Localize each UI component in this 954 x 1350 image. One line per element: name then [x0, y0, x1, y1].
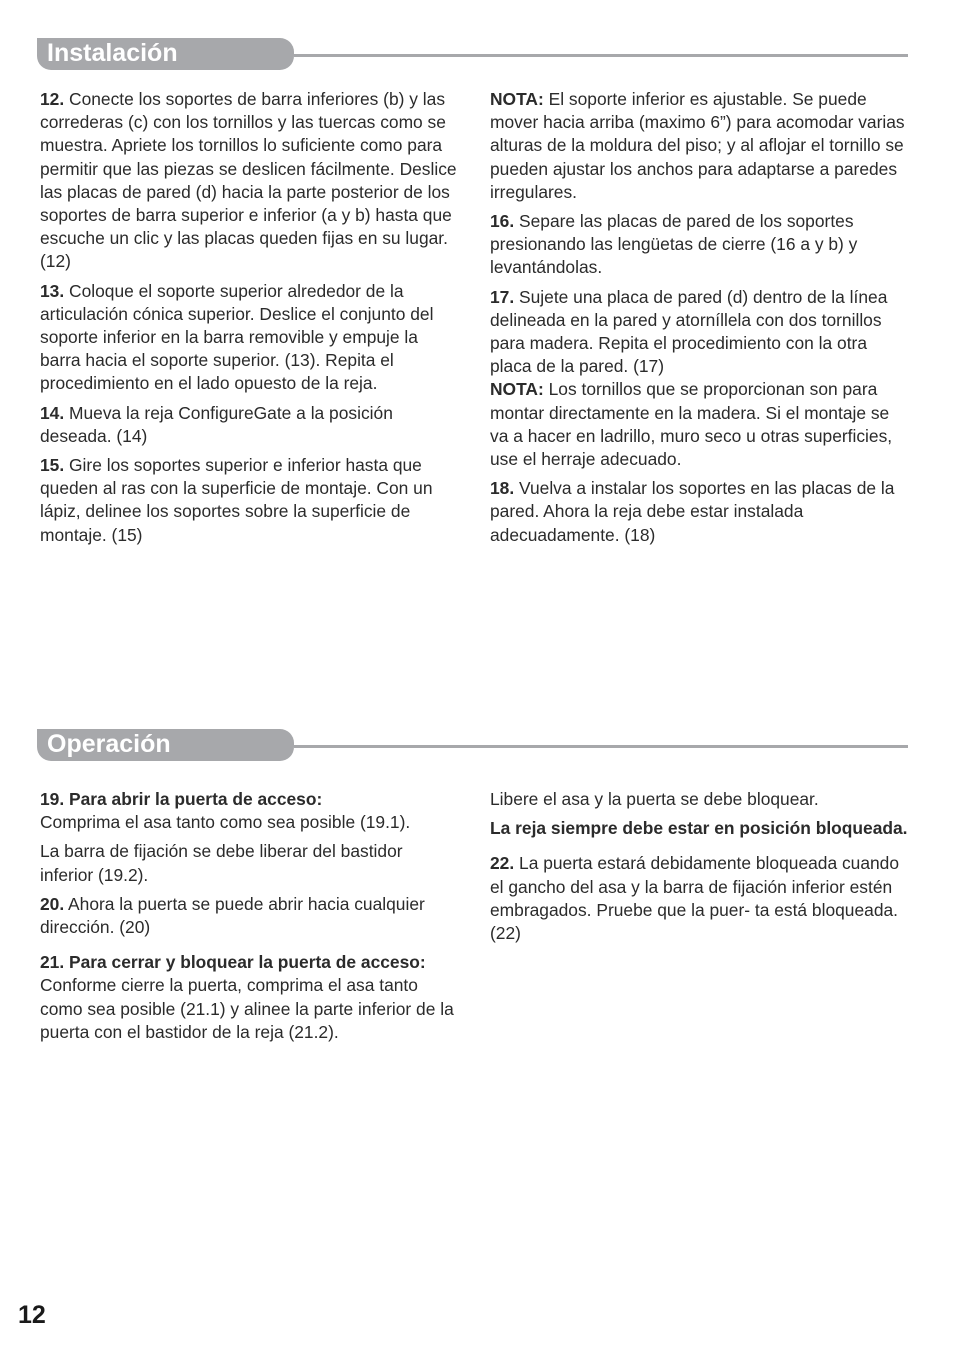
nota-label: NOTA: [490, 89, 544, 109]
operacion-left-column [40, 788, 460, 1050]
step-text: Mueva la reja ConfigureGate a la posición deseada. (14) [40, 402, 393, 446]
step-16 [490, 210, 910, 280]
release-instruction: Libere el asa y la puerta se debe bloquear. [490, 789, 819, 809]
step-20 [40, 893, 460, 939]
step-text: Gire los soportes superior e inferior hasta que queden al ras con la superficie de montaje. Con un lápiz, delinee los soportes sobre la superficie de montaje. (15) [40, 455, 433, 545]
nota-screws [490, 378, 910, 471]
step-19-instruction-1: Comprima el asa tanto como sea posible (19.1). [40, 812, 411, 833]
step-19-instruction-2: La barra de fijación se debe liberar del bastidor inferior (19.2). [40, 841, 403, 885]
section-title: Instalación [37, 38, 294, 70]
instalacion-header [37, 38, 908, 70]
step-text: La puerta estará debidamente bloqueada cuando el gancho del asa y la barra de fijación inferior estén embragados. Pruebe que la puer- ta está bloqueada. (22) [490, 853, 900, 944]
step-15 [40, 454, 460, 547]
step-text: Coloque el soporte superior alrededor de la articulación cónica superior. Deslice el conjunto del soporte inferior en la barra removible y empuje la barra hacia el soporte superior. (13). Repita el procedimiento en el lado opuesto de la reja. [40, 280, 434, 394]
step-18 [490, 477, 910, 547]
step-number: 20. [40, 893, 65, 914]
step-17 [490, 286, 910, 379]
step-number: 13. [40, 280, 65, 301]
nota-text: El soporte inferior es ajustable. Se puede mover hacia arriba (maximo 6”) para acomodar varias alturas de la moldura del piso; y al aflojar el tornillo se pueden ajustar los anchos para adaptarse a paredes irregulares. [490, 89, 905, 202]
section-divider [294, 745, 908, 748]
step-19-heading: 19. Para abrir la puerta de acceso: [40, 789, 323, 809]
step-number: 14. [40, 402, 65, 423]
step-number: 16. [490, 211, 515, 232]
step-number: 15. [40, 455, 65, 476]
step-text: Vuelva a instalar los soportes en las placas de la pared. Ahora la reja debe estar instalada adecuadamente. (18) [490, 478, 895, 545]
step-21-heading: 21. Para cerrar y bloquear la puerta de acceso: [40, 952, 426, 973]
step-number: 12. [40, 89, 65, 109]
step-22 [490, 852, 910, 945]
step-21-instruction: Conforme cierre la puerta, comprima el asa tanto como sea posible (21.1) y alinee la parte inferior de la puerta con el bastidor de la reja (21.2). [40, 975, 454, 1042]
step-13 [40, 280, 460, 396]
section-divider [294, 54, 908, 57]
instalacion-right-column [490, 88, 910, 553]
step-number: 18. [490, 478, 515, 499]
step-number: 22. [490, 853, 515, 874]
step-number: 17. [490, 286, 515, 307]
page-number: 12 [18, 1301, 46, 1329]
operacion-right-column [490, 788, 910, 951]
nota-label: NOTA: [490, 379, 544, 400]
step-text: Conecte los soportes de barra inferiores (b) y las correderas (c) con los tornillos y las tuercas como se muestra. Apriete los tornillos lo suficiente como para permitir que las piezas se deslicen fácilmente. Deslice las placas de pared (d) hacia la parte posterior de los soportes de barra superior e inferior (a y b) hasta que escuche un clic y las placas queden fijas en su lugar. (12) [40, 89, 457, 272]
step-text: Ahora la puerta se puede abrir hacia cualquier dirección. (20) [40, 893, 425, 938]
locked-warning: La reja siempre debe estar en posición bloqueada. [490, 818, 908, 839]
step-text: Separe las placas de pared de los soportes presionando las lengüetas de cierre (16 a y b) y levantándolas. [490, 211, 858, 278]
step-12 [40, 88, 460, 274]
section-title: Operación [37, 729, 294, 761]
nota-adjustable [490, 88, 910, 204]
instalacion-left-column [40, 88, 460, 553]
operacion-header [37, 729, 908, 761]
step-14 [40, 402, 460, 448]
nota-text: Los tornillos que se proporcionan son para montar directamente en la madera. Si el montaje se va a hacer en ladrillo, muro seco u otras superficies, use el herraje adecuado. [490, 379, 893, 470]
step-text: Sujete una placa de pared (d) dentro de la línea delineada en la pared y atorníllela con dos tornillos para madera. Repita el procedimiento con la otra placa de la pared. (17) [490, 286, 888, 377]
